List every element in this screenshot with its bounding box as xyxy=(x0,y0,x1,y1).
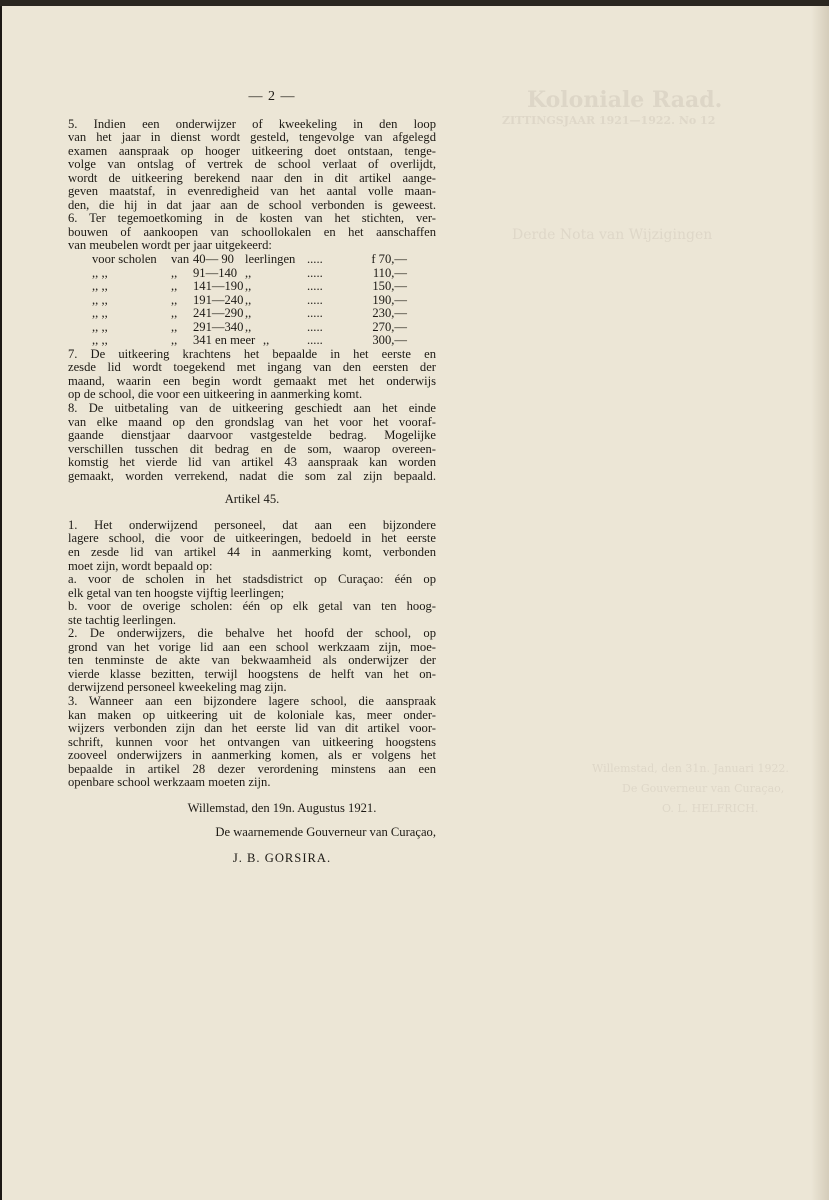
table-cell: 190,— xyxy=(372,292,407,307)
text-line: 2. De onderwijzers, die behalve het hoofd der school, op xyxy=(68,626,436,641)
text-line: examen aanspraak op hooger uitkeering doet ontstaan, tenge- xyxy=(68,143,436,158)
table-cell: 91—140 xyxy=(193,265,238,280)
text-line: zesde lid wordt toegekend met ingang van den eersten der xyxy=(68,360,436,375)
text-line: ten tenminste de akte van bekwaamheid als onderwijzer der xyxy=(68,653,436,668)
document-page xyxy=(0,6,829,1200)
text-line: 6. Ter tegemoetkoming in de kosten van het stichten, ver- xyxy=(68,211,436,226)
table-cell: 40— 90 xyxy=(193,252,234,267)
text-line: openbare school werkzaam moeten zijn. xyxy=(68,775,271,790)
text-line: kan maken op uitkeering uit de koloniale kas, meer onder- xyxy=(68,707,436,722)
paragraph-44-7 xyxy=(68,348,436,402)
table-row xyxy=(92,267,436,281)
text-line: grond van het vorige lid aan een school werkzaam zijn, moe- xyxy=(68,639,436,654)
item-b xyxy=(68,600,436,627)
paragraph-44-8 xyxy=(68,402,436,483)
text-line: gemaakt, worden verrekend, nadat die som zal zijn bepaald. xyxy=(68,468,436,483)
table-cell: 241—290 xyxy=(193,306,244,321)
bleed-through-text xyxy=(472,86,822,906)
table-cell: ,, xyxy=(171,319,178,334)
text-line: gaande dienstjaar daarvoor vastgestelde bedrag. Mogelijke xyxy=(68,428,436,443)
text-line: schrift, kunnen voor het ontvangen van uitkeering hoogstens xyxy=(68,734,436,749)
paragraph-45-2 xyxy=(68,627,436,695)
text-line: van elke maand op den grondslag van het voor het vooraf- xyxy=(68,414,436,429)
table-row xyxy=(92,307,436,321)
item-a xyxy=(68,573,436,600)
place-date: Willemstad, den 19n. Augustus 1921. xyxy=(187,800,377,815)
table-cell: ,, xyxy=(245,265,252,280)
table-cell: ,, xyxy=(171,306,178,321)
table-row xyxy=(92,334,436,348)
table-cell: f 70,— xyxy=(371,252,407,267)
text-line: 7. De uitkeering krachtens het bepaalde in het eerste en xyxy=(68,346,436,361)
bleed-subheading: ZITTINGSJAAR 1921—1922. No 12 xyxy=(502,114,716,127)
table-cell: ,, xyxy=(171,292,178,307)
text-line: bouwen of aankoopen van schoollokalen en het aanschaffen xyxy=(68,224,436,239)
table-cell: ,, ,, xyxy=(92,279,108,294)
text-line: zooveel onderwijzers in aanmerking komen, als er volgens het xyxy=(68,748,436,763)
table-cell: ,, xyxy=(171,265,178,280)
text-line: en zesde lid van artikel 44 in aanmerking komt, verbonden xyxy=(68,544,436,559)
text-line: b. voor de overige scholen: één op elk getal van ten hoog- xyxy=(68,599,436,614)
table-row xyxy=(92,294,436,308)
bleed-line: O. L. HELFRICH. xyxy=(662,802,759,815)
table-cell: ..... xyxy=(307,306,323,321)
table-cell: ,, xyxy=(171,333,178,348)
paragraph-45-1 xyxy=(68,519,436,573)
table-cell: voor scholen xyxy=(92,252,157,267)
signatory-name: J. B. GORSIRA. xyxy=(232,850,332,865)
table-cell: ..... xyxy=(307,333,323,348)
table-cell: ,, xyxy=(245,306,252,321)
table-cell: 270,— xyxy=(372,319,407,334)
table-cell: ,, ,, xyxy=(92,333,108,348)
table-cell: ..... xyxy=(307,252,323,267)
subsidy-scale-table xyxy=(92,253,436,348)
table-row xyxy=(92,280,436,294)
text-line: moet zijn, wordt bepaald op: xyxy=(68,558,213,573)
table-cell: ..... xyxy=(307,319,323,334)
text-line: wijzers verbonden zijn dan het eerste lid van dit artikel voor- xyxy=(68,721,436,736)
table-cell: van xyxy=(171,252,190,267)
text-line: elk getal van ten hoogste vijftig leerlingen; xyxy=(68,585,285,600)
bleed-heading: Koloniale Raad. xyxy=(527,87,723,113)
text-line: bepaalde in artikel 28 dezer verordening minstens aan een xyxy=(68,761,436,776)
table-cell: 141—190 xyxy=(193,279,244,294)
table-cell: 230,— xyxy=(372,306,407,321)
bleed-line: Willemstad, den 31n. Januari 1922. xyxy=(592,762,789,775)
paragraph-44-6 xyxy=(68,212,436,253)
table-cell: ,, xyxy=(245,279,252,294)
table-cell: ,, xyxy=(245,292,252,307)
table-cell: 150,— xyxy=(372,279,407,294)
text-line: van meubelen wordt per jaar uitgekeerd: xyxy=(68,238,272,253)
text-line: 3. Wanneer aan een bijzondere lagere school, die aanspraak xyxy=(68,693,436,708)
text-line: volge van ontslag of vertrek de school verlaat of overlijdt, xyxy=(68,157,436,172)
text-line: a. voor de scholen in het stadsdistrict op Curaçao: één op xyxy=(68,572,436,587)
table-cell: ..... xyxy=(307,292,323,307)
table-cell: ..... xyxy=(307,279,323,294)
office-title: De waarnemende Gouverneur van Curaçao, xyxy=(215,825,436,840)
text-line: komstig het vierde lid van artikel 43 aanspraak kan worden xyxy=(68,455,436,470)
table-cell: 110,— xyxy=(372,265,407,280)
text-line: 8. De uitbetaling van de uitkeering geschiedt aan het einde xyxy=(68,401,436,416)
paragraph-45-3 xyxy=(68,695,436,790)
text-line: geven maatstaf, in evenredigheid van het aantal volle maan- xyxy=(68,184,436,199)
table-cell: ,, ,, xyxy=(92,319,108,334)
table-row xyxy=(92,321,436,335)
paragraph-44-5 xyxy=(68,118,436,213)
table-cell: ,, xyxy=(171,279,178,294)
text-line: maand, waarin een begin wordt gemaakt met het onderwijs xyxy=(68,373,436,388)
table-cell: 191—240 xyxy=(193,292,244,307)
text-line: 5. Indien een onderwijzer of kweekeling in den loop xyxy=(68,116,436,131)
text-line: op de school, die voor een uitkeering in aanmerking komt. xyxy=(68,387,363,402)
text-line: verschillen tusschen dit bedrag en de som, waarop overeen- xyxy=(68,441,436,456)
document-body xyxy=(68,90,436,865)
text-line: ste tachtig leerlingen. xyxy=(68,612,177,627)
text-line: wordt de uitkeering berekend naar den in dit artikel aange- xyxy=(68,170,436,185)
text-line: 1. Het onderwijzend personeel, dat aan een bijzondere xyxy=(68,517,436,532)
table-cell: 291—340 xyxy=(193,319,244,334)
table-cell: leerlingen xyxy=(245,252,296,267)
table-cell: ,, xyxy=(263,333,270,348)
text-line: lagere school, die voor de uitkeeringen, bedoeld in het eerste xyxy=(68,531,436,546)
table-cell: ,, ,, xyxy=(92,292,108,307)
text-line: vierde klasse bezitten, terwijl hoogstens de helft van het on- xyxy=(68,666,436,681)
bleed-line: Derde Nota van Wijzigingen xyxy=(512,227,713,243)
table-cell: 300,— xyxy=(372,333,407,348)
text-line: den, die hij in dat jaar aan de school verbonden is geweest. xyxy=(68,197,436,212)
table-cell: ,, ,, xyxy=(92,306,108,321)
table-cell: ..... xyxy=(307,265,323,280)
table-cell: ,, ,, xyxy=(92,265,108,280)
table-row xyxy=(92,253,436,267)
bleed-line: De Gouverneur van Curaçao, xyxy=(622,782,785,795)
article-heading: Artikel 45. xyxy=(224,492,280,507)
text-line: derwijzend personeel kweekeling mag zijn. xyxy=(68,680,287,695)
text-line: van het jaar in dienst wordt gesteld, tengevolge van afgelegd xyxy=(68,130,436,145)
table-cell: ,, xyxy=(245,319,252,334)
table-cell: 341 en meer xyxy=(193,333,256,348)
page-number: — 2 — xyxy=(248,89,296,104)
